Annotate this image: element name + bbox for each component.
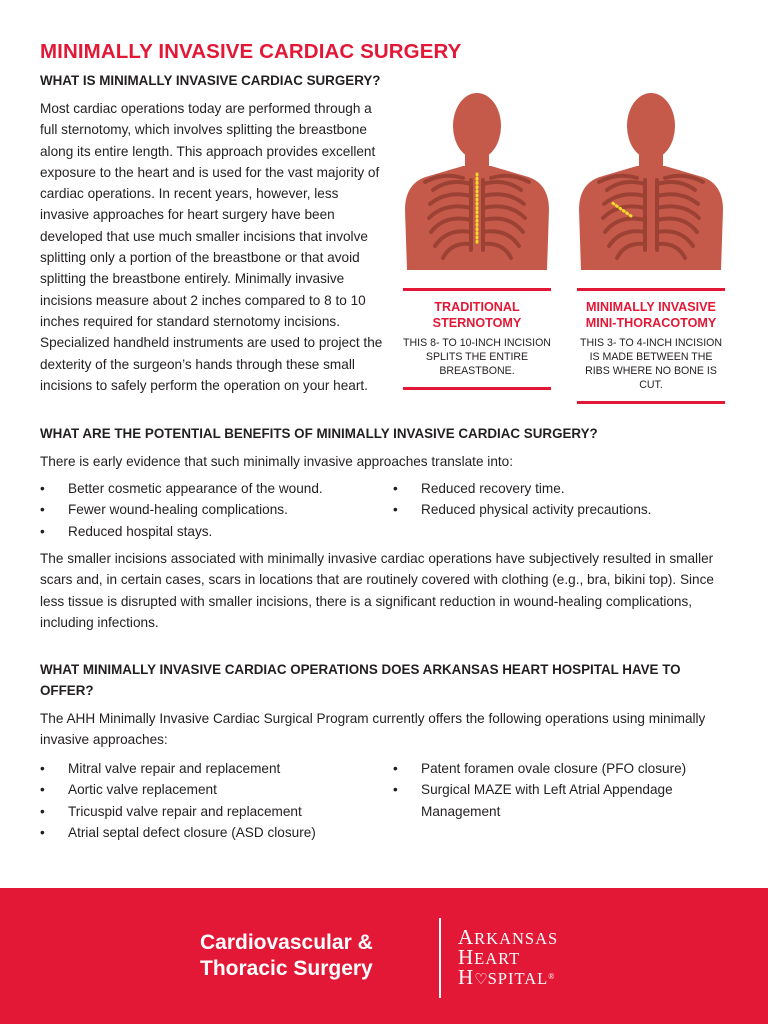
list-item: • Reduced physical activity precautions. <box>393 499 733 520</box>
heart-icon: ♡ <box>474 972 488 988</box>
list-item: • Better cosmetic appearance of the wound. <box>40 478 380 499</box>
section-heading-operations: WHAT MINIMALLY INVASIVE CARDIAC OPERATIONS DOES ARKANSAS HEART HOSPITAL HAVE TO OFFER? <box>40 662 681 698</box>
intro-paragraph: Most cardiac operations today are performed through a full sternotomy, which involves splitting the breastbone along its entire length. This approach provides excellent exposure to the heart and is used for the vast majority of cardiac operations. In recent years, however, less invasive approaches for heart surgery have been developed that use much smaller incisions that involve splitting only a portion of the breastbone or that avoid splitting the breastbone entirely. Minimally invasive incisions measure about 2 inches compared to 8 to 10 inches required for standard sternotomy incisions. Specialized handheld instruments are used to project the dexterity of the surgeon’s hands through these small incisions to safely perform the operation on your heart. <box>40 101 383 393</box>
footer-banner <box>0 888 768 1024</box>
list-item: • Atrial septal defect closure (ASD closure) <box>40 822 380 843</box>
figure-sternotomy <box>403 90 551 390</box>
figure-rule-bottom <box>577 401 725 404</box>
benefits-intro: There is early evidence that such minimally invasive approaches translate into: <box>40 454 513 469</box>
operations-list-right <box>393 758 693 822</box>
list-item: • Fewer wound-healing complications. <box>40 499 380 520</box>
list-item: • Aortic valve replacement <box>40 779 380 800</box>
benefits-list-right <box>393 478 733 521</box>
figure-rule-top <box>403 288 551 291</box>
figure-title: TRADITIONAL STERNOTOMY <box>432 300 522 330</box>
footer-title: Cardiovascular & Thoracic Surgery <box>200 931 373 980</box>
benefits-list-left <box>40 478 380 542</box>
figure-rule-bottom <box>403 387 551 390</box>
figure-caption: THIS 3- TO 4-INCH INCISION IS MADE BETWEEN THE RIBS WHERE NO BONE IS CUT. <box>579 337 723 391</box>
figure-mini-thoracotomy <box>577 90 725 404</box>
list-item: • Tricuspid valve repair and replacement <box>40 801 380 822</box>
list-item: • Reduced hospital stays. <box>40 521 380 542</box>
figure-title: MINIMALLY INVASIVE MINI-THORACOTOMY <box>585 300 717 330</box>
hospital-logo: ARKANSAS HEART H♡SPITAL® <box>458 925 559 989</box>
benefits-paragraph: The smaller incisions associated with minimally invasive cardiac operations have subjectively resulted in smaller scars and, in certain cases, scars in locations that are routinely covered with clothing (e.g., bra, bikini top). Since less tissue is disrupted with smaller incisions, there is a significant reduction in wound-healing complications, including infections. <box>40 551 714 630</box>
figure-rule-top <box>577 288 725 291</box>
list-item: • Reduced recovery time. <box>393 478 733 499</box>
operations-list-left <box>40 758 380 843</box>
page-title: MINIMALLY INVASIVE CARDIAC SURGERY <box>40 40 462 63</box>
list-item: • Mitral valve repair and replacement <box>40 758 380 779</box>
list-item: • Patent foramen ovale closure (PFO closure) <box>393 758 693 779</box>
section-heading-benefits: WHAT ARE THE POTENTIAL BENEFITS OF MINIMALLY INVASIVE CARDIAC SURGERY? <box>40 426 598 441</box>
list-item: • Surgical MAZE with Left Atrial Appendage Management <box>393 779 693 822</box>
torso-sternotomy-illustration <box>403 90 551 274</box>
operations-intro: The AHH Minimally Invasive Cardiac Surgical Program currently offers the following operations using minimally invasive approaches: <box>40 711 706 748</box>
figure-caption: THIS 8- TO 10-INCH INCISION SPLITS THE ENTIRE BREASTBONE. <box>403 337 551 377</box>
footer-divider <box>439 918 441 998</box>
section-heading-what-is: WHAT IS MINIMALLY INVASIVE CARDIAC SURGERY? <box>40 73 381 88</box>
torso-thoracotomy-illustration <box>577 90 725 274</box>
